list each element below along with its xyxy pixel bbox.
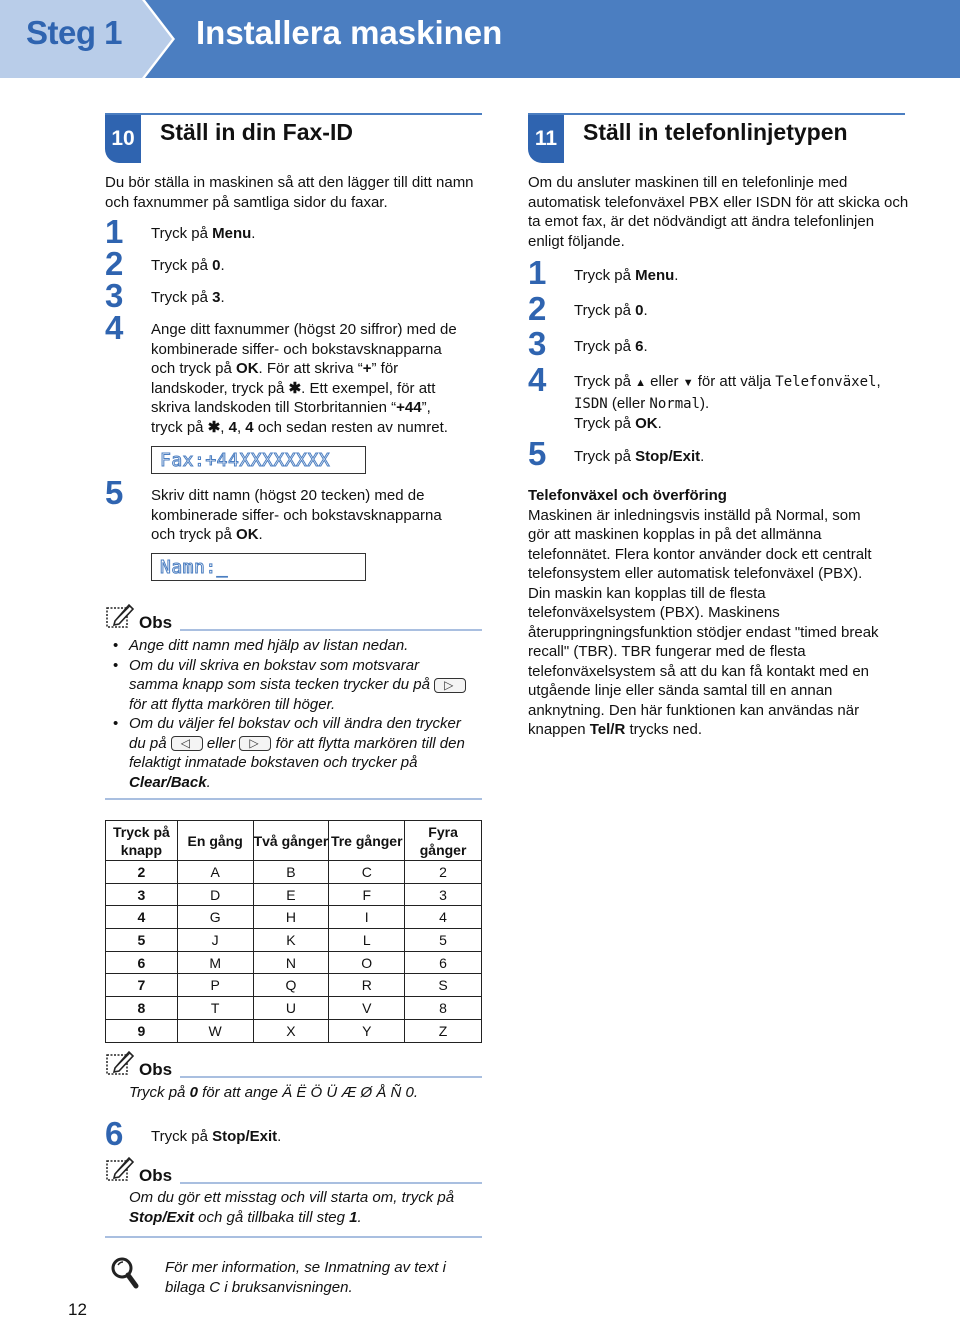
step-2-text: Tryck på 0.	[151, 257, 225, 274]
table-cell: 8	[405, 997, 482, 1020]
table-cell: 2	[106, 861, 178, 884]
table-cell: P	[177, 974, 253, 997]
table-cell: O	[329, 951, 405, 974]
table-cell: 5	[106, 929, 178, 952]
step-number: 1	[105, 213, 124, 250]
table-cell: T	[177, 997, 253, 1020]
obs-2-text: Tryck på 0 för att ange Ä Ë Ö Ü Æ Ø Å Ñ 0.	[129, 1084, 419, 1101]
table-cell: M	[177, 951, 253, 974]
section-11-intro: Om du ansluter maskinen till en telefonlinje med automatisk telefonväxel PBX eller ISDN för att skicka och ta emot fax, är det nödvändigt att ändra telefonlinjen enligt följande.	[528, 174, 909, 250]
table-cell: J	[177, 929, 253, 952]
table-cell: 9	[106, 1019, 178, 1042]
section-11-rule	[528, 113, 905, 115]
list-item: • Om du väljer fel bokstav och vill ändra den trycker du på ◁ eller ▷ för att flytta markören till den felaktigt inmatade bokstaven och trycker på Clear/Back.	[107, 714, 487, 792]
table-cell: N	[253, 951, 329, 974]
table-cell: 4	[405, 906, 482, 929]
table-cell: C	[329, 861, 405, 884]
table-cell: K	[253, 929, 329, 952]
note-pencil-icon	[105, 1156, 135, 1186]
note-pencil-icon	[105, 603, 135, 633]
page-number: 12	[68, 1300, 87, 1317]
step-3-text: Tryck på 3.	[151, 289, 225, 306]
table-row	[106, 1019, 482, 1042]
step-1-text: Tryck på Menu.	[151, 225, 256, 242]
section-10-badge: 10	[105, 115, 141, 163]
table-cell: 8	[106, 997, 178, 1020]
obs-label: Obs	[139, 1166, 173, 1185]
step-1-text: Tryck på Menu.	[574, 267, 679, 284]
table-cell: 4	[106, 906, 178, 929]
obs-heading	[105, 1050, 482, 1080]
table-header-row	[106, 821, 482, 861]
step-6-text: Tryck på Stop/Exit.	[151, 1128, 282, 1145]
note-pencil-icon	[105, 1050, 135, 1080]
table-cell: I	[329, 906, 405, 929]
character-table	[105, 820, 482, 1043]
table-cell: Y	[329, 1019, 405, 1042]
table-cell: E	[253, 883, 329, 906]
table-cell: 6	[106, 951, 178, 974]
down-arrow-icon: ▼	[682, 377, 694, 389]
table-cell: L	[329, 929, 405, 952]
step-number: 5	[105, 474, 124, 511]
section-10-intro: Du bör ställa in maskinen så att den lägger till ditt namn och faxnummer på samtliga sidor du faxar.	[105, 174, 474, 211]
column-header: Tre gånger	[329, 821, 405, 861]
obs-heading	[105, 603, 482, 633]
obs-label: Obs	[139, 613, 173, 632]
obs-end-rule	[105, 1236, 482, 1238]
table-cell: D	[177, 883, 253, 906]
table-row	[106, 861, 482, 884]
table-cell: 2	[405, 861, 482, 884]
step-number: 4	[105, 309, 124, 346]
table-cell: S	[405, 974, 482, 997]
table-row	[106, 883, 482, 906]
table-row	[106, 951, 482, 974]
list-item: • Ange ditt namn med hjälp av listan nedan.	[107, 636, 487, 656]
column-header: Tryck på knapp	[106, 821, 178, 861]
section-10-title: Ställ in din Fax-ID	[160, 119, 353, 145]
lcd-name-display: Namn:_	[151, 553, 366, 581]
step-number: 2	[105, 245, 124, 282]
table-cell: 3	[405, 883, 482, 906]
obs-1-list	[107, 636, 487, 792]
table-row	[106, 906, 482, 929]
sub-heading: Telefonväxel och överföring	[528, 487, 727, 504]
table-row	[106, 997, 482, 1020]
right-arrow-key-icon: ▷	[434, 678, 466, 693]
obs-label: Obs	[139, 1060, 173, 1079]
right-arrow-key-icon: ▷	[239, 736, 271, 751]
table-cell: W	[177, 1019, 253, 1042]
step-number: 4	[528, 361, 547, 398]
section-11-title: Ställ in telefonlinjetypen	[583, 119, 848, 145]
table-cell: F	[329, 883, 405, 906]
table-cell: Q	[253, 974, 329, 997]
obs-3-text: Om du gör ett misstag och vill starta om, tryck på Stop/Exit och gå tillbaka till steg 1.	[129, 1189, 455, 1226]
magnifier-icon	[110, 1256, 140, 1294]
table-cell: 3	[106, 883, 178, 906]
obs-rule	[180, 629, 482, 631]
table-row	[106, 974, 482, 997]
sub-section: Telefonväxel och överföring Maskinen är inledningsvis inställd på Normal, som gör att maskinen kopplas in på det allmänna telefonnätet. Flera kontor använder dock ett centralt telefonsystem eller automatisk telefonväxel (PBX). Din maskin kan kopplas till de flesta telefonväxelsystem (PBX). Maskinens återuppringningsfunktion stödjer endast "timed break recall" (TBR). TBR fungerar med de flesta telefonväxelsystem så att du kan få kontakt med en utgående linje eller sända samtal till en annan anknytning. Den här funktionen kan användas när knappen Tel/R trycks ned.	[528, 486, 918, 740]
table-row	[106, 929, 482, 952]
step-number: 1	[528, 254, 547, 291]
up-arrow-icon: ▲	[635, 377, 647, 389]
column-header: Två gånger	[253, 821, 329, 861]
page-title: Installera maskinen	[196, 14, 503, 51]
step-number: 3	[105, 277, 124, 314]
table-cell: R	[329, 974, 405, 997]
step-3-text: Tryck på 6.	[574, 338, 648, 355]
table-cell: Z	[405, 1019, 482, 1042]
info-text: För mer information, se Inmatning av text i bilaga C i bruksanvisningen.	[165, 1259, 446, 1296]
left-arrow-key-icon: ◁	[171, 736, 203, 751]
step-number: 3	[528, 325, 547, 362]
table-cell: 6	[405, 951, 482, 974]
step-5-text: Skriv ditt namn (högst 20 tecken) med de kombinerade siffer- och bokstavsknapparna och tryck på OK.	[151, 487, 442, 543]
section-10-rule	[105, 113, 482, 115]
obs-end-rule	[105, 798, 482, 800]
table-cell: H	[253, 906, 329, 929]
obs-heading	[105, 1156, 482, 1186]
step-number: 6	[105, 1115, 124, 1152]
section-11-badge: 11	[528, 115, 564, 163]
table-cell: 5	[405, 929, 482, 952]
step-4-text: Tryck på ▲ eller ▼ för att välja Telefonväxel, ISDN (eller Normal). Tryck på OK.	[574, 373, 881, 432]
table-cell: X	[253, 1019, 329, 1042]
obs-rule	[180, 1182, 482, 1184]
column-header: Fyra gånger	[405, 821, 482, 861]
table-cell: U	[253, 997, 329, 1020]
step-2-text: Tryck på 0.	[574, 302, 648, 319]
table-cell: G	[177, 906, 253, 929]
column-header: En gång	[177, 821, 253, 861]
table-cell: A	[177, 861, 253, 884]
step-label: Steg 1	[26, 14, 123, 51]
table-cell: 7	[106, 974, 178, 997]
step-number: 5	[528, 435, 547, 472]
step-5-text: Tryck på Stop/Exit.	[574, 448, 705, 465]
obs-rule	[180, 1076, 482, 1078]
list-item: • Om du vill skriva en bokstav som motsvarar samma knapp som sista tecken trycker du på ▷ för att flytta markören till höger.	[107, 656, 487, 715]
table-cell: B	[253, 861, 329, 884]
table-cell: V	[329, 997, 405, 1020]
step-number: 2	[528, 290, 547, 327]
step-4-text: Ange ditt faxnummer (högst 20 siffror) med de kombinerade siffer- och bokstavsknapparna och tryck på OK. För att skriva “+” för landskoder, tryck på ✱. Ett exempel, för att skriva landskoden till Storbritannien “+44”, tryck på ✱, 4, 4 och sedan resten av numret.	[151, 321, 457, 436]
lcd-fax-display: Fax:+44XXXXXXXX	[151, 446, 366, 474]
